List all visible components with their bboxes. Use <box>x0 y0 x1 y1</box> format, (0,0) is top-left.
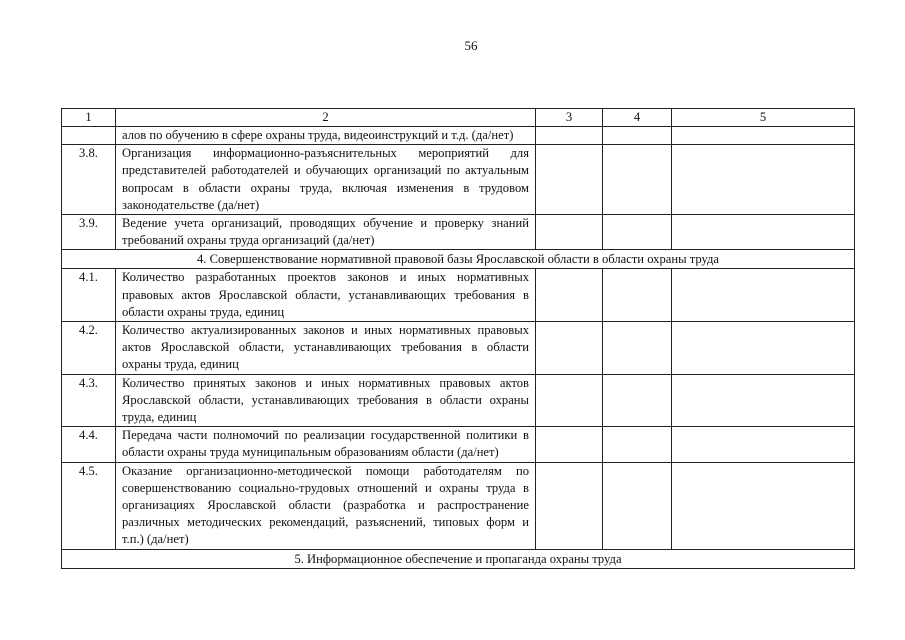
empty-cell <box>536 145 603 215</box>
row-number: 3.9. <box>62 215 116 250</box>
row-number: 4.4. <box>62 427 116 462</box>
row-number: 3.8. <box>62 145 116 215</box>
row-description: Количество разработанных проектов законов и иных нормативных правовых актов Ярославской области, устанавливающих требования в области охраны труда, единиц <box>116 269 536 322</box>
column-header: 4 <box>603 109 672 127</box>
row-description: Передача части полномочий по реализации государственной политики в области охраны труда муниципальным образованиям области (да/нет) <box>116 427 536 462</box>
empty-cell <box>672 374 855 427</box>
row-number: 4.3. <box>62 374 116 427</box>
section-heading: 4. Совершенствование нормативной правовой базы Ярославской области в области охраны труда <box>62 250 855 269</box>
empty-cell <box>672 215 855 250</box>
page-number: 56 <box>464 38 478 53</box>
empty-cell <box>536 462 603 549</box>
column-header: 1 <box>62 109 116 127</box>
empty-cell <box>536 374 603 427</box>
table-row <box>62 145 855 215</box>
empty-cell <box>603 215 672 250</box>
indicators-table <box>61 108 855 569</box>
row-number: 4.5. <box>62 462 116 549</box>
column-header: 3 <box>536 109 603 127</box>
table-row <box>62 374 855 427</box>
empty-cell <box>536 127 603 145</box>
column-header: 2 <box>116 109 536 127</box>
empty-cell <box>536 269 603 322</box>
table-row <box>62 427 855 462</box>
empty-cell <box>672 127 855 145</box>
empty-cell <box>536 322 603 375</box>
empty-cell <box>603 462 672 549</box>
empty-cell <box>672 427 855 462</box>
row-number <box>62 127 116 145</box>
section-heading-row <box>62 250 855 269</box>
empty-cell <box>672 322 855 375</box>
table-row <box>62 127 855 145</box>
row-number: 4.1. <box>62 269 116 322</box>
empty-cell <box>603 127 672 145</box>
empty-cell <box>536 215 603 250</box>
row-description: Ведение учета организаций, проводящих обучение и проверку знаний требований охраны труда организаций (да/нет) <box>116 215 536 250</box>
table-row <box>62 269 855 322</box>
row-description: Оказание организационно-методической помощи работодателям по совершенствованию социально-трудовых отношений и охраны труда в организациях Ярославской области (разработка и распространение различных методических рекомендаций, разъяснений, типовых форм и т.п.) (да/нет) <box>116 462 536 549</box>
row-description: Количество принятых законов и иных нормативных правовых актов Ярославской области, устанавливающих требования в области охраны труда, единиц <box>116 374 536 427</box>
row-description: алов по обучению в сфере охраны труда, видеоинструкций и т.д. (да/нет) <box>116 127 536 145</box>
row-description: Организация информационно-разъяснительных мероприятий для представителей работодателей и обучающих организаций по актуальным вопросам в области охраны труда, включая изменения в трудовом законодательстве (да/нет) <box>116 145 536 215</box>
section-heading: 5. Информационное обеспечение и пропаганда охраны труда <box>62 549 855 568</box>
empty-cell <box>603 269 672 322</box>
empty-cell <box>536 427 603 462</box>
table-header-row <box>62 109 855 127</box>
empty-cell <box>603 427 672 462</box>
empty-cell <box>672 269 855 322</box>
empty-cell <box>672 462 855 549</box>
empty-cell <box>672 145 855 215</box>
empty-cell <box>603 374 672 427</box>
row-description: Количество актуализированных законов и иных нормативных правовых актов Ярославской области, устанавливающих требования в области охраны труда, единиц <box>116 322 536 375</box>
empty-cell <box>603 145 672 215</box>
column-header: 5 <box>672 109 855 127</box>
row-number: 4.2. <box>62 322 116 375</box>
empty-cell <box>603 322 672 375</box>
section-heading-row <box>62 549 855 568</box>
table-row <box>62 462 855 549</box>
table-row <box>62 322 855 375</box>
table-row <box>62 215 855 250</box>
